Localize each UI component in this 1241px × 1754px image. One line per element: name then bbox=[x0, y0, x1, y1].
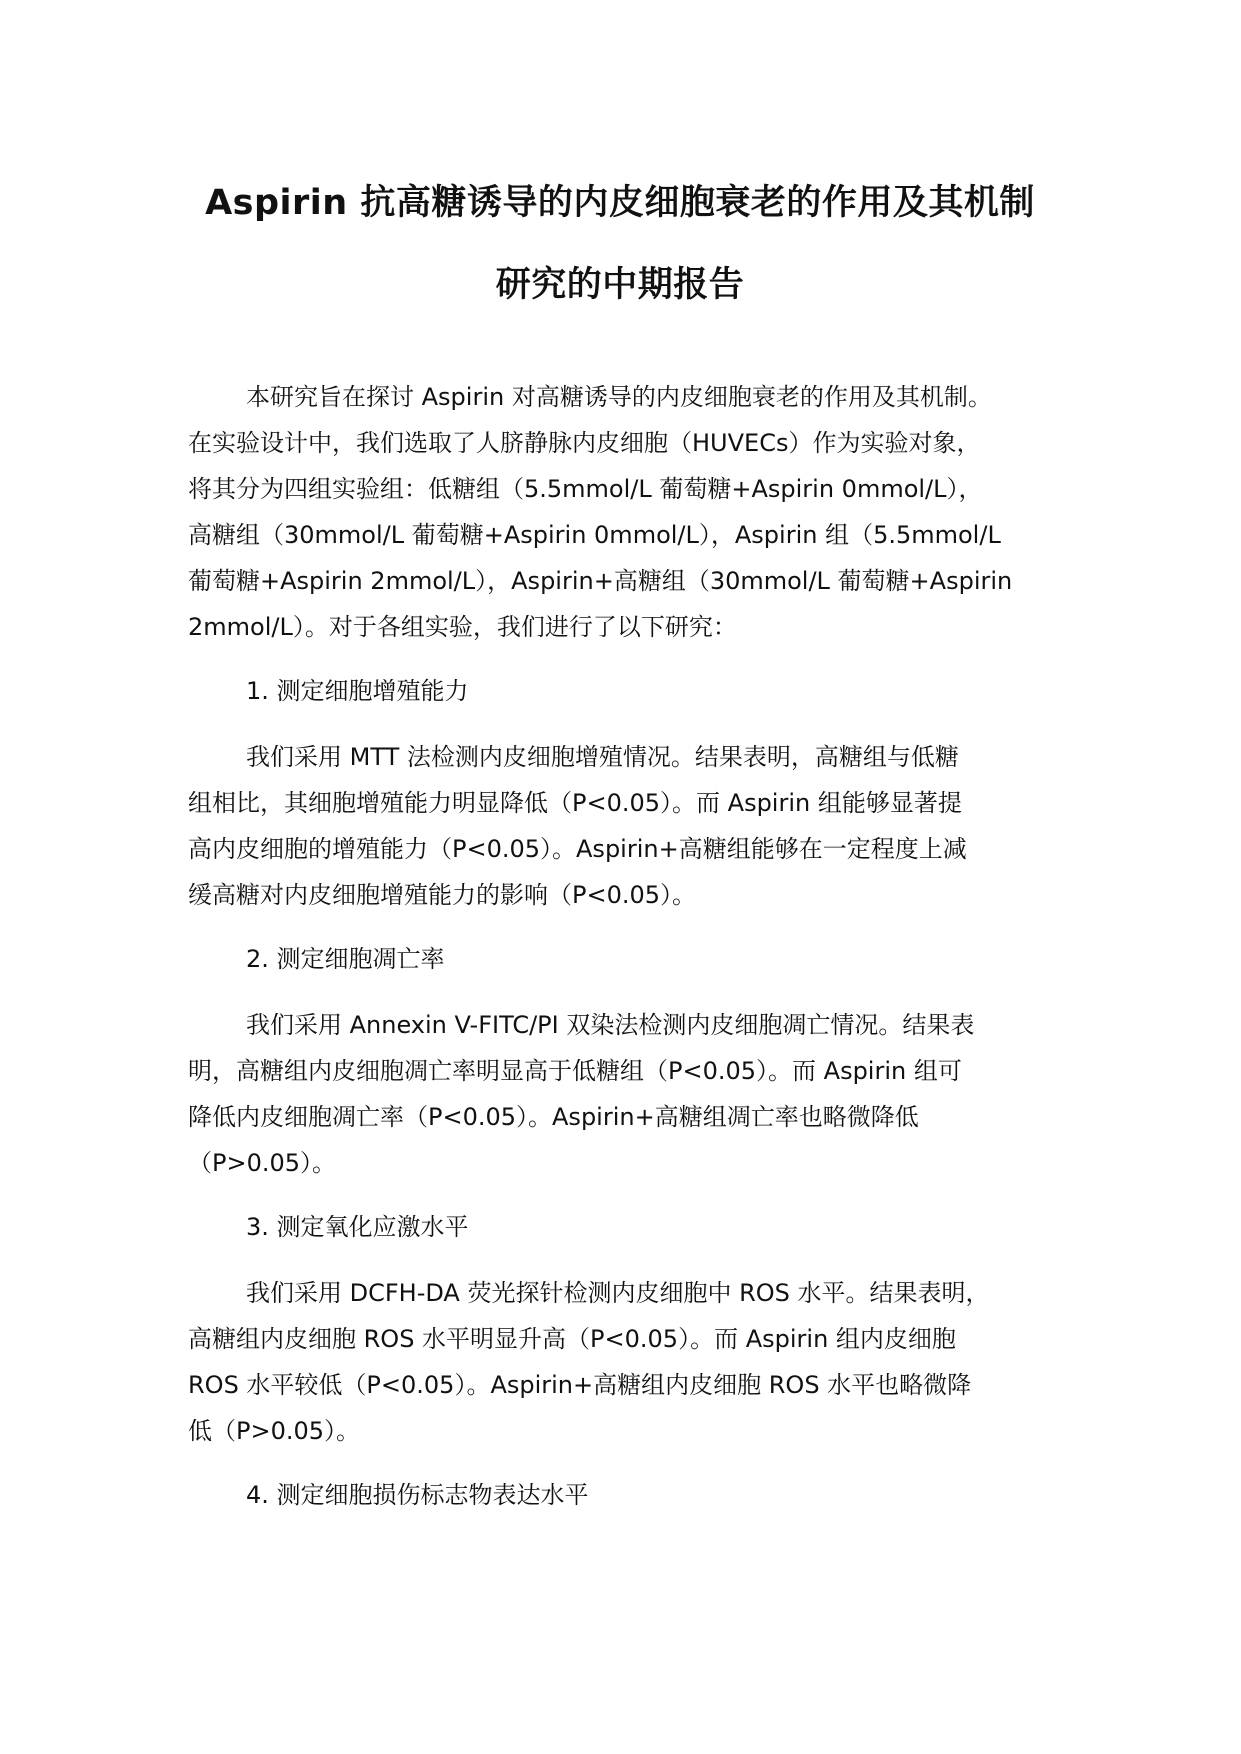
intro-line: 高糖组（30mmol/L 葡萄糖+Aspirin 0mmol/L），Aspirin 组（5.5mmol/L bbox=[188, 521, 1001, 549]
section-line: 我们采用 DCFH-DA 荧光探针检测内皮细胞中 ROS 水平。结果表明， bbox=[246, 1279, 990, 1307]
section-line: 组相比，其细胞增殖能力明显降低（P<0.05）。而 Aspirin 组能够显著提 bbox=[188, 789, 962, 817]
section-paragraph-3 bbox=[188, 1270, 1078, 1454]
intro-line: 将其分为四组实验组：低糖组（5.5mmol/L 葡萄糖+Aspirin 0mmol/L）， bbox=[188, 475, 983, 503]
section-line: 降低内皮细胞凋亡率（P<0.05）。Aspirin+高糖组凋亡率也略微降低 bbox=[188, 1103, 919, 1131]
section-heading-3: 3. 测定氧化应激水平 bbox=[246, 1213, 469, 1241]
section-line: 我们采用 MTT 法检测内皮细胞增殖情况。结果表明，高糖组与低糖 bbox=[246, 743, 959, 771]
section-line: 缓高糖对内皮细胞增殖能力的影响（P<0.05）。 bbox=[188, 881, 697, 909]
section-paragraph-1 bbox=[188, 734, 1078, 918]
section-heading-2: 2. 测定细胞凋亡率 bbox=[246, 945, 445, 973]
section-heading-4: 4. 测定细胞损伤标志物表达水平 bbox=[246, 1481, 589, 1509]
section-line: 明，高糖组内皮细胞凋亡率明显高于低糖组（P<0.05）。而 Aspirin 组可 bbox=[188, 1057, 962, 1085]
intro-line: 本研究旨在探讨 Aspirin 对高糖诱导的内皮细胞衰老的作用及其机制。 bbox=[246, 383, 992, 411]
section-line: 低（P>0.05）。 bbox=[188, 1417, 361, 1445]
section-line: （P>0.05）。 bbox=[188, 1149, 337, 1177]
section-paragraph-2 bbox=[188, 1002, 1078, 1186]
document-title-line-1: Aspirin 抗高糖诱导的内皮细胞衰老的作用及其机制 bbox=[205, 183, 1035, 223]
intro-line: 在实验设计中，我们选取了人脐静脉内皮细胞（HUVECs）作为实验对象， bbox=[188, 429, 981, 457]
document-title-line-2: 研究的中期报告 bbox=[495, 265, 745, 305]
intro-line: 2mmol/L）。对于各组实验，我们进行了以下研究： bbox=[188, 613, 737, 641]
section-line: 高内皮细胞的增殖能力（P<0.05）。Aspirin+高糖组能够在一定程度上减 bbox=[188, 835, 967, 863]
section-line: 我们采用 Annexin V-FITC/PI 双染法检测内皮细胞凋亡情况。结果表 bbox=[246, 1011, 975, 1039]
intro-line: 葡萄糖+Aspirin 2mmol/L），Aspirin+高糖组（30mmol/L 葡萄糖+Aspirin bbox=[188, 567, 1013, 595]
section-line: 高糖组内皮细胞 ROS 水平明显升高（P<0.05）。而 Aspirin 组内皮细胞 bbox=[188, 1325, 956, 1353]
section-line: ROS 水平较低（P<0.05）。Aspirin+高糖组内皮细胞 ROS 水平也略微降 bbox=[188, 1371, 972, 1399]
section-heading-1: 1. 测定细胞增殖能力 bbox=[246, 677, 469, 705]
intro-paragraph bbox=[188, 374, 1078, 650]
